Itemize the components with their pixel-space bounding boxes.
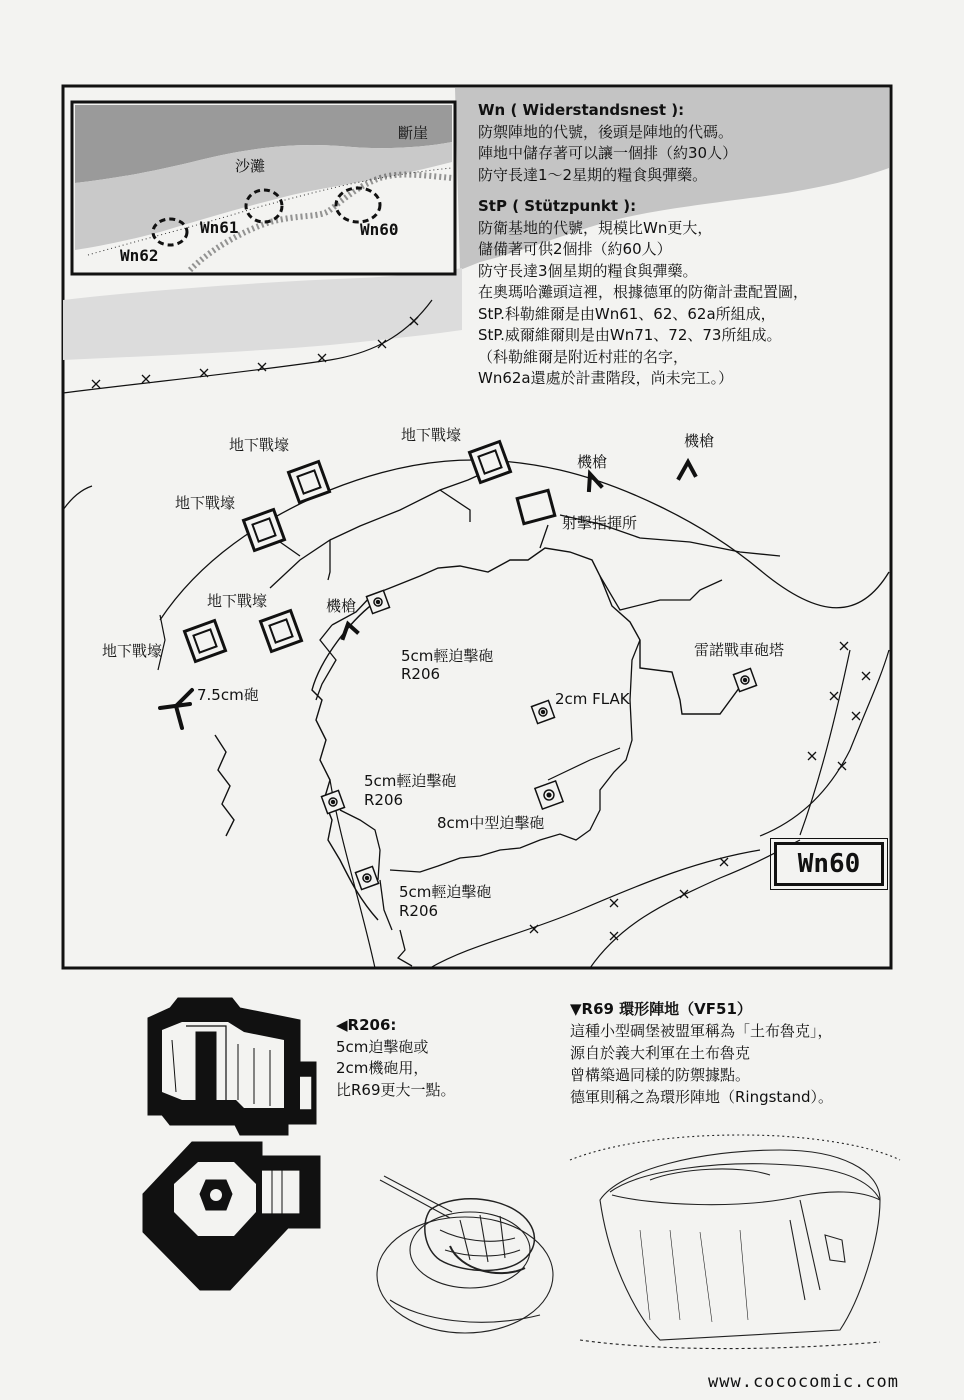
r206-note [336, 1015, 456, 1101]
wn-definition-title: Wn ( Widerstandsnest ): [478, 101, 685, 119]
website-watermark: www.cococomic.com [708, 1372, 899, 1392]
flak-label: 2cm FLAK [555, 690, 630, 708]
machine-gun-label: 機槍 [577, 453, 608, 471]
bunker-label: 地下戰壕 [401, 426, 462, 444]
stp-definition-line: 在奧瑪哈灘頭這裡，根據德軍的防衛計畫配置圖， [478, 283, 809, 301]
gun-positions [321, 590, 756, 889]
r206-label: R206 [364, 791, 404, 809]
mortar-5cm-label: 5cm輕迫擊砲 [399, 883, 492, 901]
stp-definition-line: 儲備著可供2個排（約60人） [478, 240, 672, 258]
r69-note-line: 這種小型碉堡被盟軍稱為「土布魯克」， [570, 1022, 833, 1040]
stp-definition-line: StP.科勒維爾是由Wn61、62、62a所組成， [478, 304, 776, 323]
r206-plan-drawing [148, 998, 316, 1135]
stp-definition-line: 防衛基地的代號，規模比Wn更大， [478, 218, 713, 237]
wn-definition-line: 防守長達1～2星期的糧食與彈藥。 [478, 165, 708, 184]
r206-note-line: 比R69更大一點。 [336, 1080, 456, 1099]
wn-definition-line: 防禦陣地的代號，後頭是陣地的代碼。 [478, 122, 734, 141]
mortar-8cm-label: 8cm中型迫擊砲 [437, 814, 545, 832]
r69-note-title: ▼R69 環形陣地（VF51） [570, 1000, 752, 1018]
r206-label: R206 [401, 665, 441, 683]
beach-shading [63, 268, 462, 360]
mortar-5cm-label: 5cm輕迫擊砲 [401, 647, 494, 665]
machine-gun-marks [343, 462, 695, 638]
r69-tobruk-sketch [377, 1176, 553, 1333]
r206-note-line: 5cm迫擊砲或 [336, 1037, 429, 1056]
inset-wn62-label: Wn62 [120, 246, 159, 265]
machine-gun-label: 機槍 [684, 432, 715, 450]
gun-75-label: 7.5cm砲 [197, 686, 259, 704]
tank-turret-label: 雷諾戰車砲塔 [694, 641, 785, 659]
bunker-label: 地下戰壕 [229, 436, 290, 454]
command-post-box [517, 490, 555, 523]
bunker-label: 地下戰壕 [207, 592, 268, 610]
stp-definition-line: 防守長達3個星期的糧食與彈藥。 [478, 261, 698, 280]
inset-wn61-label: Wn61 [200, 218, 239, 237]
command-post-label: 射擊指揮所 [562, 514, 638, 532]
inset-beach-label: 沙灘 [235, 157, 266, 175]
bunker-label: 地下戰壕 [175, 494, 236, 512]
r69-note-line: 德軍則稱之為環形陣地（Ringstand）。 [570, 1088, 834, 1106]
map-title-box: Wn60 [774, 842, 884, 886]
inset-wn60-label: Wn60 [360, 220, 399, 239]
r206-note-line: 2cm機砲用， [336, 1059, 429, 1077]
stp-definition-title: StP ( Stützpunkt ): [478, 197, 637, 215]
r69-note [570, 998, 833, 1108]
machine-gun-label: 機槍 [326, 597, 357, 615]
r206-note-title: ◀R206: [336, 1016, 397, 1034]
gun-75-symbol [160, 690, 192, 728]
mortar-5cm-label: 5cm輕迫擊砲 [364, 772, 457, 790]
r206-plan-octagon [143, 1142, 320, 1290]
inset-cliff-label: 斷崖 [398, 124, 429, 142]
r69-note-line: 曾構築過同樣的防禦據點。 [570, 1066, 751, 1084]
bunker-label: 地下戰壕 [102, 642, 163, 660]
wn-definition-line: 陣地中儲存著可以讓一個排（約30人） [478, 144, 738, 162]
stp-definition-line: StP.威爾維爾則是由Wn71、72、73所組成。 [478, 326, 782, 344]
r69-note-line: 源自於義大利軍在土布魯克 [570, 1044, 751, 1062]
r206-label: R206 [399, 902, 439, 920]
r69-ringstand-sketch [570, 1135, 900, 1349]
legend-text [478, 100, 908, 390]
stp-definition-line: （科勒維爾是附近村莊的名字， [478, 347, 689, 366]
stp-definition-line: Wn62a還處於計畫階段，尚未完工。） [478, 369, 734, 387]
